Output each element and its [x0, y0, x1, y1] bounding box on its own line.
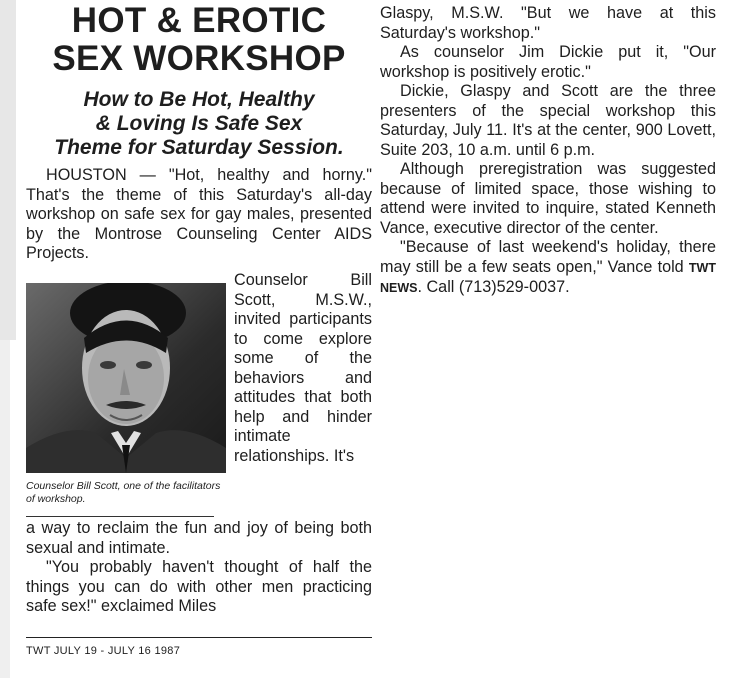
call-number-text: . Call (713)529-0037.	[417, 278, 570, 296]
headline-line-2: SEX WORKSHOP	[52, 39, 346, 78]
footer-divider	[26, 637, 372, 638]
paragraph-presenters: Dickie, Glaspy and Scott are the three presenters of the special workshop this Saturday, July 11. It's at the center, 900 Lovett, Suite 203, 10 a.m. until 6 p.m.	[380, 82, 716, 159]
portrait-illustration	[26, 283, 226, 473]
article-column-right	[380, 4, 716, 299]
paragraph-continued: a way to reclaim the fun and joy of being both sexual and intimate.	[26, 519, 372, 557]
vance-quote-text: "Because of last weekend's holiday, there may still be a few seats open," Vance told	[380, 238, 716, 276]
article-column-left	[26, 0, 372, 615]
page-edge-shadow	[0, 0, 16, 340]
paragraph-vance	[380, 238, 716, 299]
subheadline	[26, 88, 372, 160]
continued-text	[26, 519, 372, 617]
paragraph-glaspy: Glaspy, M.S.W. "But we have at this Saturday's workshop."	[380, 4, 716, 42]
subheadline-line-2: & Loving Is Safe Sex	[95, 112, 303, 135]
photo-block	[26, 283, 226, 517]
photo-caption: Counselor Bill Scott, one of the facilitators of workshop.	[26, 480, 221, 505]
portrait-photo	[26, 283, 226, 473]
caption-divider	[26, 516, 214, 517]
paragraph-dickie-quote: As counselor Jim Dickie put it, "Our workshop is positively erotic."	[380, 43, 716, 81]
quote-paragraph: "You probably haven't thought of half the things you can do with other men practicing safe sex!" exclaimed Miles	[26, 558, 372, 615]
page-edge-shadow-lower	[0, 340, 10, 678]
headline	[26, 2, 372, 78]
twt-news-brand: TWT NEWS	[380, 260, 716, 295]
page-footer: TWT JULY 19 - JULY 16 1987	[26, 645, 181, 657]
wrapped-paragraph: Counselor Bill Scott, M.S.W., invited participants to come explore some of the behaviors and attitudes that both help and hinder intimate relationships. It's	[234, 271, 372, 465]
paragraph-preregistration: Although preregistration was suggested because of limited space, those wishing to attend were invited to inquire, stated Kenneth Vance, executive director of the center.	[380, 160, 716, 237]
lead-paragraph: HOUSTON — "Hot, healthy and horny." That's the theme of this Saturday's all-day workshop on safe sex for gay males, presented by the Montrose Counseling Center AIDS Projects.	[26, 166, 372, 262]
subheadline-line-3: Theme for Saturday Session.	[54, 136, 344, 159]
headline-line-1: HOT & EROTIC	[71, 1, 327, 40]
subheadline-line-1: How to Be Hot, Healthy	[83, 88, 315, 111]
